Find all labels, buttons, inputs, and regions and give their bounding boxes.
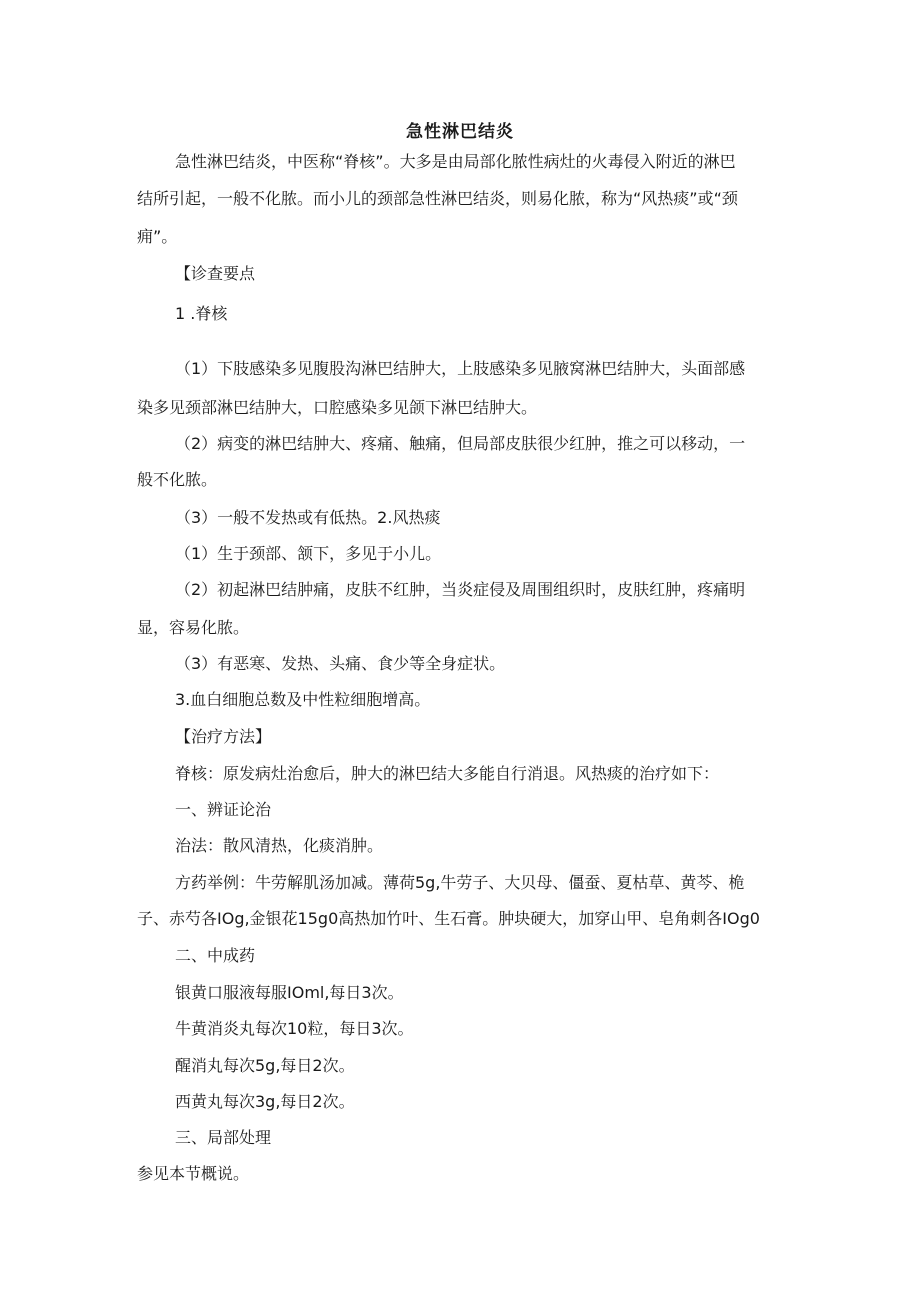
paragraph-line: 治法：散风清热，化痰消肿。: [175, 836, 384, 855]
subsection-heading: 二、中成药: [175, 946, 256, 965]
paragraph-line: 参见本节概说。: [137, 1164, 250, 1183]
paragraph-line: 痈”。: [137, 227, 178, 246]
paragraph-line: 结所引起，一般不化脓。而小儿的颈部急性淋巴结炎，则易化脓，称为“风热痰”或“颈: [137, 189, 738, 208]
paragraph-line: 脊核：原发病灶治愈后，肿大的淋巴结大多能自行消退。风热痰的治疗如下：: [175, 764, 720, 783]
paragraph-line: （3）有恶寒、发热、头痛、食少等全身症状。: [175, 654, 506, 673]
paragraph-line: 西黄丸每次3g,每日2次。: [175, 1092, 355, 1111]
subsection-heading: 一、辨证论治: [175, 800, 272, 819]
subsection-heading: 三、局部处理: [175, 1128, 272, 1147]
paragraph-line: 急性淋巴结炎，中医称“脊核”。大多是由局部化脓性病灶的火毒侵入附近的淋巴: [175, 152, 736, 171]
subsection-heading: 1 .脊核: [175, 304, 228, 323]
paragraph-line: 显，容易化脓。: [137, 618, 250, 637]
paragraph-line: 般不化脓。: [137, 470, 218, 489]
paragraph-line: 醒消丸每次5g,每日2次。: [175, 1056, 355, 1075]
paragraph-line: （1）下肢感染多见腹股沟淋巴结肿大，上肢感染多见腋窝淋巴结肿大，头面部感: [175, 359, 746, 378]
paragraph-line: 牛黄消炎丸每次10粒，每日3次。: [175, 1019, 414, 1038]
document-title: 急性淋巴结炎: [406, 122, 514, 142]
section-heading: 【治疗方法】: [175, 727, 272, 746]
paragraph-line: 子、赤芍各IOg,金银花15g0高热加竹叶、生石膏。肿块硬大，加穿山甲、皂角刺各IOg0: [137, 909, 760, 928]
paragraph-line: （3）一般不发热或有低热。2.风热痰: [175, 508, 441, 527]
section-heading: 【诊查要点: [175, 264, 256, 283]
paragraph-line: （2）病变的淋巴结肿大、疼痛、触痛，但局部皮肤很少红肿，推之可以移动，一: [175, 434, 746, 453]
paragraph-line: 银黄口服液每服IOml,每日3次。: [175, 983, 404, 1002]
paragraph-line: 染多见颈部淋巴结肿大，口腔感染多见颌下淋巴结肿大。: [137, 398, 538, 417]
paragraph-line: （2）初起淋巴结肿痛，皮肤不红肿，当炎症侵及周围组织时，皮肤红肿，疼痛明: [175, 580, 746, 599]
paragraph-line: 方药举例：牛劳解肌汤加减。薄荷5g,牛劳子、大贝母、僵蚕、夏枯草、黄芩、桅: [175, 873, 745, 892]
paragraph-line: 3.血白细胞总数及中性粒细胞增高。: [175, 690, 431, 709]
paragraph-line: （1）生于颈部、颔下，多见于小儿。: [175, 544, 442, 563]
